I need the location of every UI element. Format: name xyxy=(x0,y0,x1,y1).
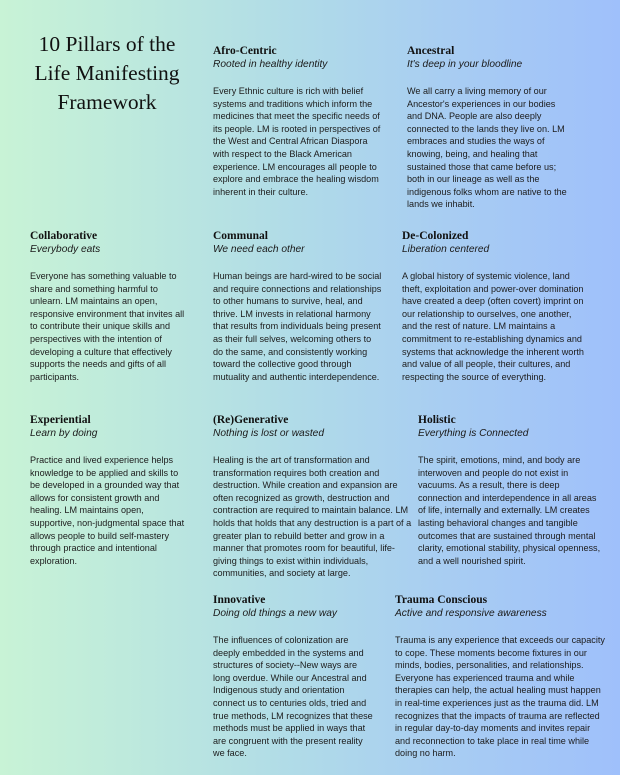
pillar-heading: Ancestral xyxy=(407,45,455,57)
pillar-body: We all carry a living memory of our Ancestor's experiences in our bodies and DNA. People are also deeply connected to the lands they live on. LM embraces and studies the ways of knowing, being, and healing that sustained those that came before us; both in our lineage as well as the indigenous folks whom are native to the lands we inhabit. xyxy=(407,86,567,210)
pillar-trauma-conscious xyxy=(395,593,605,760)
pillar-collaborative xyxy=(30,229,188,383)
pillar-de-colonized xyxy=(402,229,587,383)
pillar-heading: Holistic xyxy=(418,414,456,426)
pillar-body: Human beings are hard-wired to be social and require connections and relationships to other humans to survive, heal, and thrive. LM invests in relational harmony that results from individuals being present as their full selves, welcoming others to do the same, and consistently working toward the collective good through mutuality and authentic interdependence. xyxy=(213,271,382,382)
pillar-subtitle: Nothing is lost or wasted xyxy=(213,428,324,439)
pillar-experiential xyxy=(30,413,188,567)
pillar-innovative xyxy=(213,593,373,760)
pillar-regenerative xyxy=(213,413,413,580)
pillar-subtitle: Doing old things a new way xyxy=(213,608,338,619)
pillar-communal xyxy=(213,229,383,383)
pillar-body: Everyone has something valuable to share and something harmful to unlearn. LM maintains an open, responsive environment that invites all to contribute their unique skills and perspectives with the intention of developing a culture that effectively supports the needs and gifts of all participants. xyxy=(30,271,185,382)
pillar-body: The influences of colonization are deeply embedded in the systems and structures of society--New ways are long overdue. While our Ancestral and Indigenous study and orientation connect us to centuries olds, tried and true methods, LM recognizes that these methods must be applied in ways that are congruent with the present reality we face. xyxy=(213,635,373,759)
pillar-heading: De-Colonized xyxy=(402,230,469,242)
pillar-holistic xyxy=(418,413,606,567)
pillar-body: Trauma is any experience that exceeds our capacity to cope. These moments become fixtures in our minds, bodies, personalities, and relationships. Everyone has experienced trauma and while therapies can help, the actual healing must happen in real-time experiences just as the trauma did. LM recognizes that the impacts of trauma are reflected in regular day-to-day moments and invites repair and reconnection to take place in real time while doing no harm. xyxy=(395,635,605,759)
pillar-heading: Trauma Conscious xyxy=(395,594,488,606)
pillar-heading: Experiential xyxy=(30,414,91,426)
pillar-subtitle: Everything is Connected xyxy=(418,428,529,439)
pillar-heading: Communal xyxy=(213,230,268,242)
pillar-subtitle: Liberation centered xyxy=(402,244,490,255)
pillar-subtitle: It's deep in your bloodline xyxy=(407,59,523,70)
pillar-body: Healing is the art of transformation and transformation requires both creation and destruction. While creation and expansion are often recognized as growth, destruction and contraction are required to maintain balance. LM holds that holds that any destruction is a part of a greater plan to rebuild better and grow in a manner that promotes room for beautiful, life-giving things to exist within individuals, communities, and society at large. xyxy=(213,455,412,579)
pillar-heading: Afro-Centric xyxy=(213,45,277,57)
page-title: 10 Pillars of the Life Manifesting Framework xyxy=(34,32,180,114)
pillar-subtitle: We need each other xyxy=(213,244,305,255)
pillar-heading: Innovative xyxy=(213,594,266,606)
pillar-body: The spirit, emotions, mind, and body are interwoven and people do not exist in vacuums. As a result, there is deep connection and interdependence in all areas of life, internally and externally. LM creates lasting behavioral changes and tangible outcomes that are sustained through mental clarity, emotional stability, physical openness, and a well nourished spirit. xyxy=(418,455,601,566)
pillar-heading: (Re)Generative xyxy=(213,414,289,426)
pillar-subtitle: Everybody eats xyxy=(30,244,101,255)
pillar-heading: Collaborative xyxy=(30,230,98,242)
pillar-subtitle: Active and responsive awareness xyxy=(395,608,547,619)
pillar-afro-centric xyxy=(213,44,383,198)
pillar-subtitle: Learn by doing xyxy=(30,428,98,439)
pillar-subtitle: Rooted in healthy identity xyxy=(213,59,328,70)
pillar-body: Every Ethnic culture is rich with belief systems and traditions which inform the medicines that meet the specific needs of its people. LM is rooted in perspectives of the West and Central African Diaspora with respect to the Black American experience. LM encourages all people to explore and embrace the healing wisdom inherent in their culture. xyxy=(213,86,381,197)
pillar-ancestral xyxy=(407,44,572,211)
pillar-body: A global history of systemic violence, land theft, exploitation and power-over domination have created a deep (often covert) imprint on our relationship to ourselves, one another, and the rest of nature. LM maintains a commitment to re-establishing dynamics and systems that acknowledge the inherent worth and value of all people, their cultures, and respecting the source of everything. xyxy=(402,271,584,382)
pillar-body: Practice and lived experience helps knowledge to be applied and skills to be developed in a grounded way that allows for consistent growth and healing. LM maintains open, supportive, non-judgmental space that allows people to build self-mastery through practice and intentional exploration. xyxy=(30,455,185,566)
